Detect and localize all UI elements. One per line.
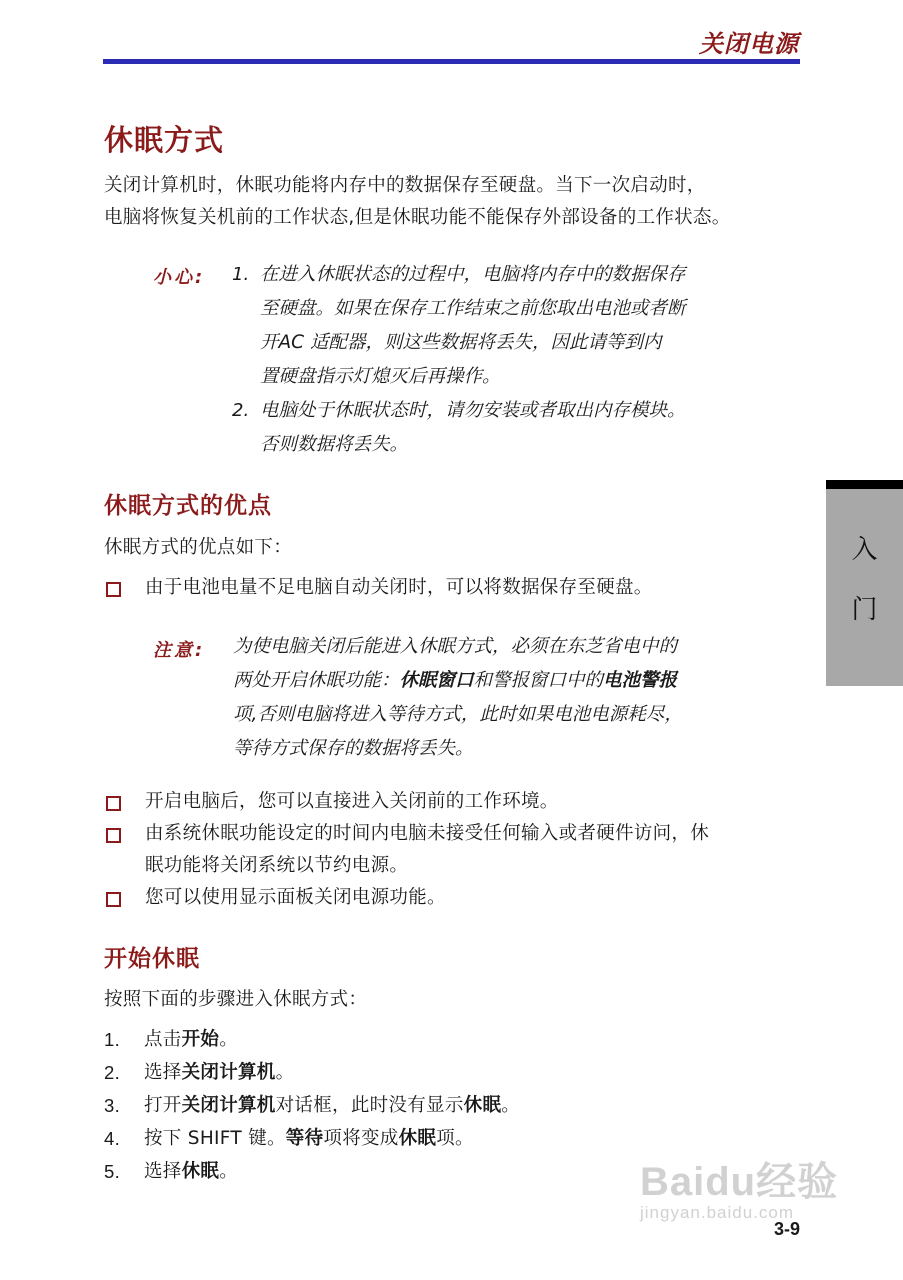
- checkbox-bullet-icon: [106, 796, 121, 811]
- caution-item-2: [232, 394, 772, 462]
- note-line-4: 等待方式保存的数据将丢失。: [233, 738, 474, 759]
- advantage-item-3-line: 眠功能将关闭系统以节约电源。: [145, 855, 409, 876]
- step-text: 点击: [144, 1029, 182, 1050]
- advantage-item-1: [106, 572, 653, 604]
- caution-item-1-line: 开AC 适配器，则这些数据将丢失，因此请等到内: [260, 332, 662, 353]
- step-text: 对话框，此时没有显示: [275, 1095, 464, 1116]
- step-text: 按下 SHIFT 键。: [144, 1128, 286, 1149]
- note-emphasis-battery-alarm: 电池警报: [603, 670, 678, 691]
- advantages-heading: 休眠方式的优点: [104, 493, 272, 519]
- advantage-item-3: [106, 818, 709, 882]
- step-4: [104, 1123, 474, 1155]
- step-5: [104, 1156, 238, 1188]
- step-text: 选择: [144, 1062, 182, 1083]
- note-text: [233, 630, 773, 766]
- note-line-2-part: 两处开启休眠功能：: [233, 670, 400, 691]
- caution-item-2-text: [260, 394, 686, 462]
- note-line-2-part: 和警报窗口中的: [473, 670, 604, 691]
- caution-list: [232, 258, 772, 462]
- watermark-url: jingyan.baidu.com: [640, 1203, 795, 1222]
- watermark-brand: Baidu经验: [640, 1160, 839, 1204]
- intro-line-1: 关闭计算机时，休眠功能将内存中的数据保存至硬盘。当下一次启动时，: [104, 175, 706, 196]
- step-number: 5.: [104, 1161, 121, 1182]
- step-text: 。: [275, 1062, 295, 1083]
- step-1: [104, 1024, 238, 1056]
- caution-item-2-line: 否则数据将丢失。: [260, 434, 409, 455]
- caution-label: 小心:: [153, 267, 206, 288]
- chapter-tab-char-2: 门: [851, 595, 878, 625]
- advantage-item-4-text: 您可以使用显示面板关闭电源功能。: [145, 887, 446, 908]
- start-intro: 按照下面的步骤进入休眠方式：: [104, 989, 368, 1010]
- note-line-1: 为使电脑关闭后能进入休眠方式，必须在东芝省电中的: [233, 636, 678, 657]
- step-text: 选择: [144, 1161, 182, 1182]
- caution-item-1-line: 在进入休眠状态的过程中，电脑将内存中的数据保存: [260, 264, 686, 285]
- step-number: 3.: [104, 1095, 121, 1116]
- running-header-title: 关闭电源: [699, 30, 799, 58]
- step-emphasis: 等待: [285, 1128, 324, 1149]
- step-number: 2.: [104, 1062, 121, 1083]
- chapter-tab: [826, 480, 903, 686]
- step-emphasis: 休眠: [181, 1161, 220, 1182]
- step-number: 1.: [104, 1029, 121, 1050]
- caution-item-1-line: 至硬盘。如果在保存工作结束之前您取出电池或者断: [260, 298, 686, 319]
- checkbox-bullet-icon: [106, 582, 121, 597]
- step-emphasis: 开始: [181, 1029, 220, 1050]
- step-emphasis: 休眠: [463, 1095, 502, 1116]
- step-emphasis: 关闭计算机: [181, 1095, 276, 1116]
- intro-paragraph: [104, 170, 804, 234]
- caution-item-2-number: 2.: [232, 400, 250, 421]
- caution-item-1-number: 1.: [232, 264, 250, 285]
- caution-item-1: [232, 258, 772, 394]
- checkbox-bullet-icon: [106, 828, 121, 843]
- checkbox-bullet-icon: [106, 892, 121, 907]
- note-emphasis-hibernate-window: 休眠窗口: [399, 670, 474, 691]
- advantage-item-2-text: 开启电脑后，您可以直接进入关闭前的工作环境。: [145, 791, 559, 812]
- step-emphasis: 关闭计算机: [181, 1062, 276, 1083]
- note-label: 注意:: [153, 640, 206, 661]
- step-text: 项将变成: [323, 1128, 399, 1149]
- step-text: 。: [219, 1029, 239, 1050]
- advantage-item-3-text: [145, 818, 709, 882]
- caution-item-2-line: 电脑处于休眠状态时，请勿安装或者取出内存模块。: [260, 400, 686, 421]
- step-text: 项。: [436, 1128, 474, 1149]
- section-title: 休眠方式: [104, 123, 225, 157]
- note-line-2: [233, 664, 773, 698]
- header-rule: [103, 59, 800, 64]
- step-2: [104, 1057, 294, 1089]
- advantage-item-4: [106, 882, 446, 914]
- step-text: 。: [501, 1095, 521, 1116]
- step-3: [104, 1090, 520, 1122]
- page-number: 3-9: [773, 1219, 800, 1239]
- chapter-tab-char-1: 入: [851, 535, 878, 565]
- step-text: 打开: [144, 1095, 182, 1116]
- start-heading: 开始休眠: [104, 946, 200, 972]
- caution-item-1-line: 置硬盘指示灯熄灭后再操作。: [260, 366, 501, 387]
- advantage-item-2: [106, 786, 559, 818]
- advantage-item-1-text: 由于电池电量不足电脑自动关闭时，可以将数据保存至硬盘。: [145, 577, 653, 598]
- advantages-intro: 休眠方式的优点如下：: [104, 537, 293, 558]
- advantage-item-3-line: 由系统休眠功能设定的时间内电脑未接受任何输入或者硬件访问，休: [145, 823, 710, 844]
- step-number: 4.: [104, 1128, 121, 1149]
- baidu-watermark: [640, 1150, 838, 1223]
- intro-line-2: 电脑将恢复关机前的工作状态,但是休眠功能不能保存外部设备的工作状态。: [104, 207, 731, 228]
- step-text: 。: [219, 1161, 239, 1182]
- step-emphasis: 休眠: [398, 1128, 437, 1149]
- caution-item-1-text: [260, 258, 686, 394]
- note-line-3: 项,否则电脑将进入等待方式，此时如果电池电源耗尽，: [233, 704, 683, 725]
